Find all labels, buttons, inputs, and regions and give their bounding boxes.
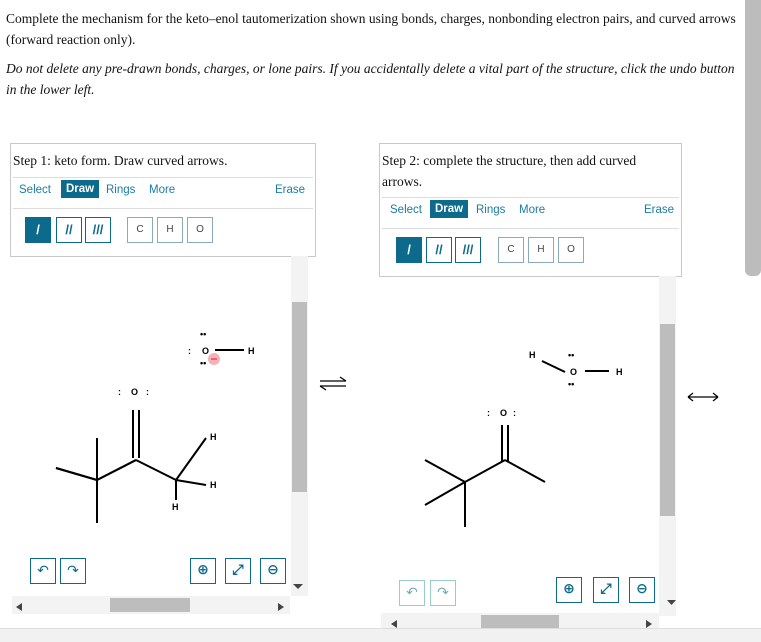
warning-instruction-text: Do not delete any pre-drawn bonds, charges, or lone pairs. If you accidentally delete a vital part of the structure, click the undo button in the lower left. — [6, 61, 735, 97]
hydronium-hydrogen-label: H — [529, 350, 536, 360]
oxygen-atom-button[interactable]: O — [187, 217, 213, 243]
redo-icon[interactable]: ↷ — [430, 580, 456, 606]
scroll-left-arrow[interactable] — [391, 620, 397, 628]
scroll-down-arrow[interactable] — [293, 584, 303, 589]
lone-pair-right: : — [513, 408, 516, 418]
draw-tab[interactable]: Draw — [430, 200, 468, 218]
carbon-atom-button[interactable]: C — [127, 217, 153, 243]
erase-button[interactable]: Erase — [644, 204, 675, 216]
more-tab[interactable]: More — [149, 184, 176, 196]
single-bond-icon[interactable]: / — [25, 217, 51, 243]
redo-icon[interactable]: ↷ — [60, 558, 86, 584]
undo-icon[interactable]: ↶ — [30, 558, 56, 584]
hydrogen-label: H — [210, 480, 217, 490]
water-hydrogen-label: H — [248, 346, 255, 356]
enol-molecule — [425, 361, 609, 527]
rings-tab[interactable]: Rings — [106, 184, 136, 196]
undo-icon[interactable]: ↶ — [399, 580, 425, 606]
zoom-out-icon[interactable]: ⊖ — [260, 558, 286, 584]
oxygen-atom-button[interactable]: O — [558, 237, 584, 263]
lone-pair-bottom: •• — [568, 379, 575, 389]
triple-bond-icon[interactable]: /// — [455, 237, 481, 263]
zoom-out-icon[interactable]: ⊖ — [629, 577, 655, 603]
more-tab[interactable]: More — [519, 204, 546, 216]
lone-pair-top: •• — [200, 329, 207, 339]
instruction-text: Complete the mechanism for the keto–enol tautomerization shown using bonds, charges, nonbonding electron pairs, and curved arrows (forward reaction only). — [6, 11, 736, 47]
draw-tab[interactable]: Draw — [61, 180, 99, 198]
hydrogen-label: H — [172, 502, 179, 512]
lone-pair-bottom: •• — [200, 358, 207, 368]
lone-pair-top: •• — [568, 350, 575, 360]
keto-oxygen-label: O — [131, 387, 139, 397]
hydrogen-atom-button[interactable]: H — [157, 217, 183, 243]
step2-title: Step 2: complete the structure, then add curved arrows. — [382, 153, 637, 189]
lone-pair-left: : — [487, 408, 490, 418]
scroll-right-arrow[interactable] — [278, 603, 284, 611]
hydrogen-label: H — [210, 432, 217, 442]
lone-pair-right: : — [146, 387, 149, 397]
zoom-in-icon[interactable]: ⊕ — [556, 577, 582, 603]
carbon-atom-button[interactable]: C — [498, 237, 524, 263]
equilibrium-arrow — [320, 377, 346, 390]
double-bond-icon[interactable]: // — [56, 217, 82, 243]
step1-title: Step 1: keto form. Draw curved arrows. — [13, 153, 228, 168]
hydrogen-atom-button[interactable]: H — [528, 237, 554, 263]
bottom-bar — [0, 628, 761, 642]
enol-oxygen-label: O — [500, 408, 508, 418]
erase-button[interactable]: Erase — [275, 184, 306, 196]
page-scrollbar[interactable] — [745, 0, 761, 276]
resonance-arrow — [688, 393, 718, 401]
double-bond-icon[interactable]: // — [426, 237, 452, 263]
lone-pair-left: : — [118, 387, 121, 397]
scroll-left-arrow[interactable] — [16, 603, 22, 611]
hydronium-oxygen-label: O — [570, 367, 578, 377]
zoom-reset-icon[interactable]: ⤢ — [593, 577, 619, 603]
scroll-right-arrow[interactable] — [646, 620, 652, 628]
hydronium-hydrogen-label: H — [616, 367, 623, 377]
select-tab[interactable]: Select — [390, 204, 422, 216]
select-tab[interactable]: Select — [19, 184, 51, 196]
triple-bond-icon[interactable]: /// — [85, 217, 111, 243]
single-bond-icon[interactable]: / — [396, 237, 422, 263]
rings-tab[interactable]: Rings — [476, 204, 506, 216]
lone-pair-left: : — [188, 346, 191, 356]
zoom-in-icon[interactable]: ⊕ — [190, 558, 216, 584]
water-oxygen-label: O — [202, 346, 210, 356]
zoom-reset-icon[interactable]: ⤢ — [225, 558, 251, 584]
scroll-down-arrow[interactable] — [667, 600, 676, 605]
